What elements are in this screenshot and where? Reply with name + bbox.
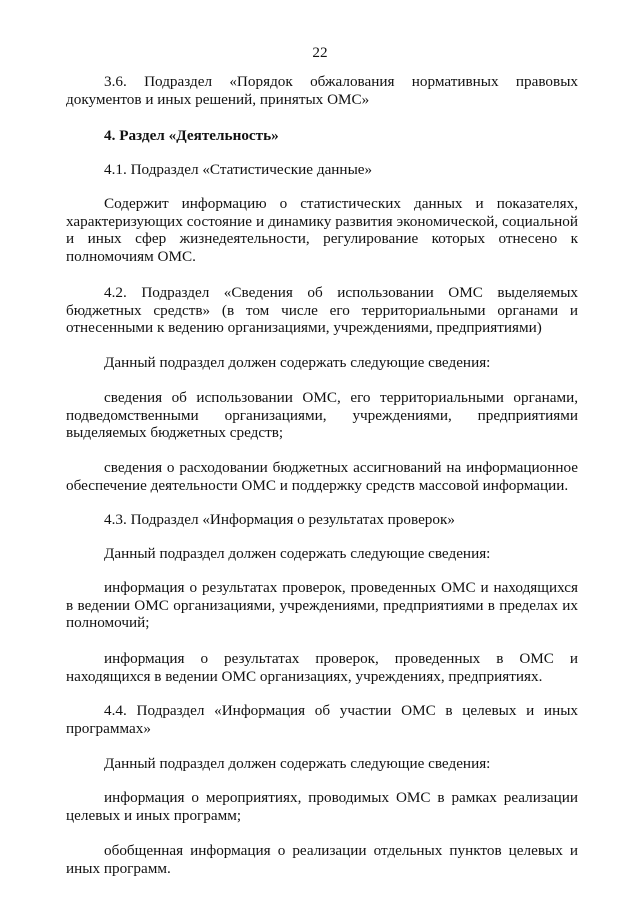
section-heading-4: 4. Раздел «Деятельность» — [104, 127, 279, 144]
paragraph-3-6: 3.6. Подраздел «Порядок обжалования нормативных правовых документов и иных решений, принятых ОМС» — [66, 73, 578, 108]
paragraph-4-2-item-2: сведения о расходовании бюджетных ассигнований на информационное обеспечение деятельности ОМС и поддержку средств массовой информации. — [66, 459, 578, 494]
paragraph-4-2-intro: Данный подраздел должен содержать следующие сведения: — [104, 354, 491, 371]
page-number: 22 — [312, 44, 328, 61]
paragraph-4-4-item-1: информация о мероприятиях, проводимых ОМС в рамках реализации целевых и иных программ; — [66, 789, 578, 824]
paragraph-4-1-body: Содержит информацию о статистических данных и показателях, характеризующих состояние и динамику развития экономической, социальной и иных сфер жизнедеятельности, регулирование которых отнесено к полномочиям ОМС. — [66, 195, 578, 265]
subsection-heading-4-1: 4.1. Подраздел «Статистические данные» — [104, 161, 373, 178]
paragraph-4-2-item-1: сведения об использовании ОМС, его территориальными органами, подведомственными организациями, учреждениями, предприятиями выделяемых бюджетных средств; — [66, 389, 578, 442]
subsection-heading-4-2: 4.2. Подраздел «Сведения об использовании ОМС выделяемых бюджетных средств» (в том числе его территориальными органами и отнесенными к ведению организациями, учреждениями, предприятиями) — [66, 284, 578, 337]
subsection-heading-4-4: 4.4. Подраздел «Информация об участии ОМС в целевых и иных программах» — [66, 702, 578, 737]
paragraph-4-3-item-1: информация о результатах проверок, проведенных ОМС и находящихся в ведении ОМС организациями, учреждениями, предприятиями в пределах их полномочий; — [66, 579, 578, 632]
paragraph-4-4-item-2: обобщенная информация о реализации отдельных пунктов целевых и иных программ. — [66, 842, 578, 877]
paragraph-4-3-intro: Данный подраздел должен содержать следующие сведения: — [104, 545, 491, 562]
paragraph-4-3-item-2: информация о результатах проверок, проведенных в ОМС и находящихся в ведении ОМС организациях, учреждениях, предприятиях. — [66, 650, 578, 685]
subsection-heading-4-3: 4.3. Подраздел «Информация о результатах проверок» — [104, 511, 455, 528]
paragraph-4-4-intro: Данный подраздел должен содержать следующие сведения: — [104, 755, 491, 772]
